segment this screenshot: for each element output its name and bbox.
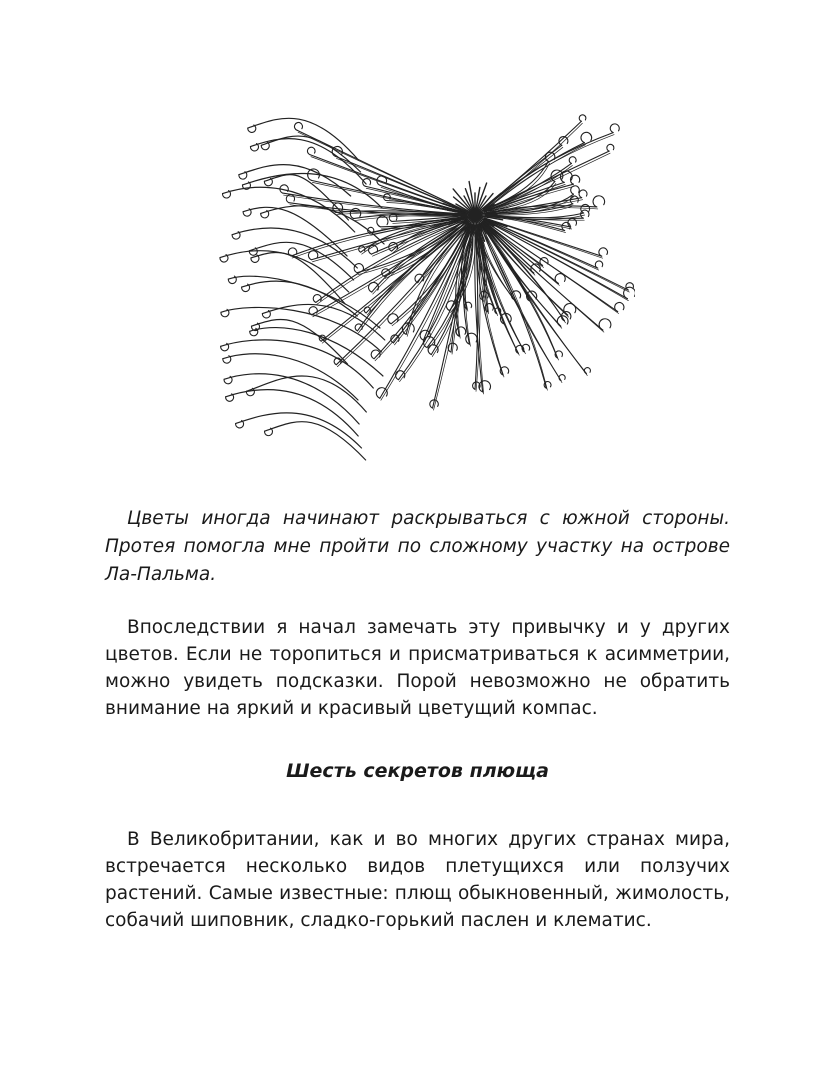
body-paragraph-1: Впоследствии я начал замечать эту привычку и у других цветов. Если не торопиться и присматриваться к асимметрии, можно увидеть подсказки. Порой невозможно не обратить внимание на яркий и красивый цветущий компас. (105, 617, 730, 719)
body-paragraph-2: В Великобритании, как и во многих других странах мира, встречается несколько видов плетущихся или ползучих растений. Самые известные: плющ обыкновенный, жимолость, собачий шиповник, сладко-горький паслен и клематис. (105, 829, 730, 931)
protea-flower-illustration (205, 100, 635, 480)
section-heading: Шесть секретов плюща (286, 760, 549, 782)
protea-flower-icon (205, 100, 635, 480)
image-caption: Цветы иногда начинают раскрываться с южной стороны. Протея помогла мне пройти по сложному участку на острове Ла-Пальма. (105, 508, 730, 585)
